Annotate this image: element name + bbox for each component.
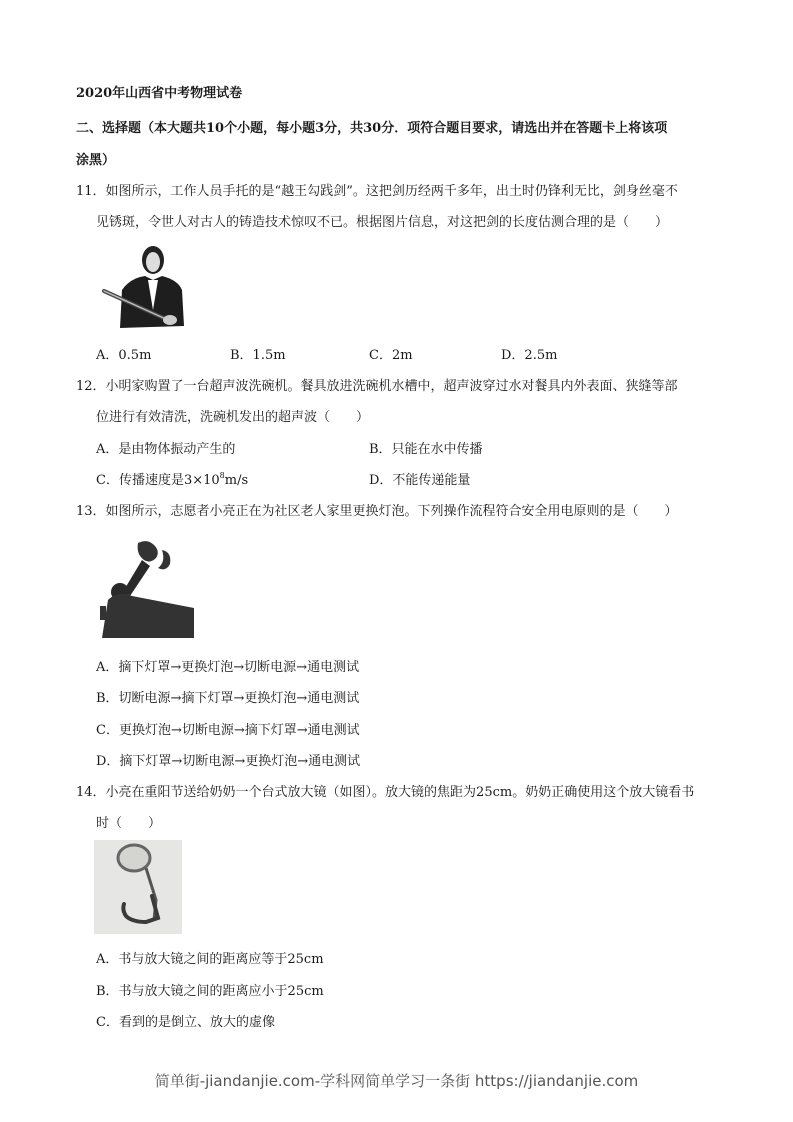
option-b[interactable]: B．1.5m: [230, 348, 286, 363]
option-c-suffix: m/s: [224, 473, 249, 488]
option-d[interactable]: D．2.5m: [501, 348, 558, 363]
option-a[interactable]: A．书与放大镜之间的距离应等于25cm: [96, 952, 324, 967]
desk-magnifier-image: [94, 840, 182, 934]
person-holding-sword-image: [100, 240, 215, 330]
question-14-line1: [76, 781, 694, 800]
question-number: 12．: [76, 379, 106, 394]
question-12-line2: 位进行有效清洗，洗碗机发出的超声波（ ）: [96, 410, 370, 425]
question-text: 小明家购置了一台超声波洗碗机。餐具放进洗碗机水槽中，超声波穿过水对餐具内外表面、狭缝等部: [105, 379, 678, 394]
option-c-exponent: 8: [219, 471, 225, 480]
volunteer-changing-bulb-image: [100, 538, 210, 643]
option-c-prefix: C．传播速度是3×10: [96, 473, 220, 488]
option-c[interactable]: C．更换灯泡→切断电源→摘下灯罩→通电测试: [96, 723, 360, 738]
footer-watermark: 简单街-jiandanjie.com-学科网简单学习一条街 https://jiandanjie.com: [154, 1072, 639, 1090]
exam-title: 2020年山西省中考物理试卷: [76, 86, 243, 101]
option-d[interactable]: D．摘下灯罩→切断电源→更换灯泡→通电测试: [96, 754, 361, 769]
option-c[interactable]: C．看到的是倒立、放大的虚像: [96, 1015, 275, 1030]
question-number: 13．: [76, 504, 106, 519]
question-14-line2: 时（ ）: [96, 816, 162, 831]
question-text: 小亮在重阳节送给奶奶一个台式放大镜（如图）。放大镜的焦距为25cm。奶奶正确使用这个放大镜看书: [105, 785, 695, 800]
question-text: 如图所示，工作人员手托的是“越王勾践剑”。这把剑历经两千多年，出土时仍锋利无比，剑身丝毫不: [105, 184, 678, 199]
volunteer-changing-bulb-figure: [100, 538, 210, 643]
option-a[interactable]: A．是由物体振动产生的: [96, 442, 236, 457]
option-c[interactable]: [96, 469, 248, 488]
section-heading: 二、选择题（本大题共10个小题，每小题3分，共30分．项符合题目要求，请选出并在答题卡上将该项: [76, 121, 668, 136]
question-text: 如图所示，志愿者小亮正在为社区老人家里更换灯泡。下列操作流程符合安全用电原则的是（ ）: [105, 504, 678, 519]
option-a[interactable]: A．摘下灯罩→更换灯泡→切断电源→通电测试: [96, 660, 360, 675]
option-c[interactable]: C．2m: [369, 348, 413, 363]
question-12-line1: [76, 375, 678, 394]
question-11-line2: 见锈斑，令世人对古人的铸造技术惊叹不已。根据图片信息，对这把剑的长度估测合理的是（ ）: [96, 215, 669, 230]
option-b[interactable]: B．切断电源→摘下灯罩→更换灯泡→通电测试: [96, 691, 360, 706]
section-heading-continued: 涂黑）: [76, 153, 116, 168]
question-number: 11．: [76, 184, 106, 199]
option-d[interactable]: D．不能传递能量: [369, 473, 471, 488]
question-13-line1: [76, 500, 678, 519]
question-11-line1: [76, 180, 678, 199]
person-holding-sword-figure: [100, 240, 215, 330]
option-a[interactable]: A．0.5m: [96, 348, 152, 363]
desk-magnifier-figure: [94, 840, 182, 934]
option-b[interactable]: B．书与放大镜之间的距离应小于25cm: [96, 984, 324, 999]
option-b[interactable]: B．只能在水中传播: [369, 442, 483, 457]
question-number: 14．: [76, 785, 106, 800]
